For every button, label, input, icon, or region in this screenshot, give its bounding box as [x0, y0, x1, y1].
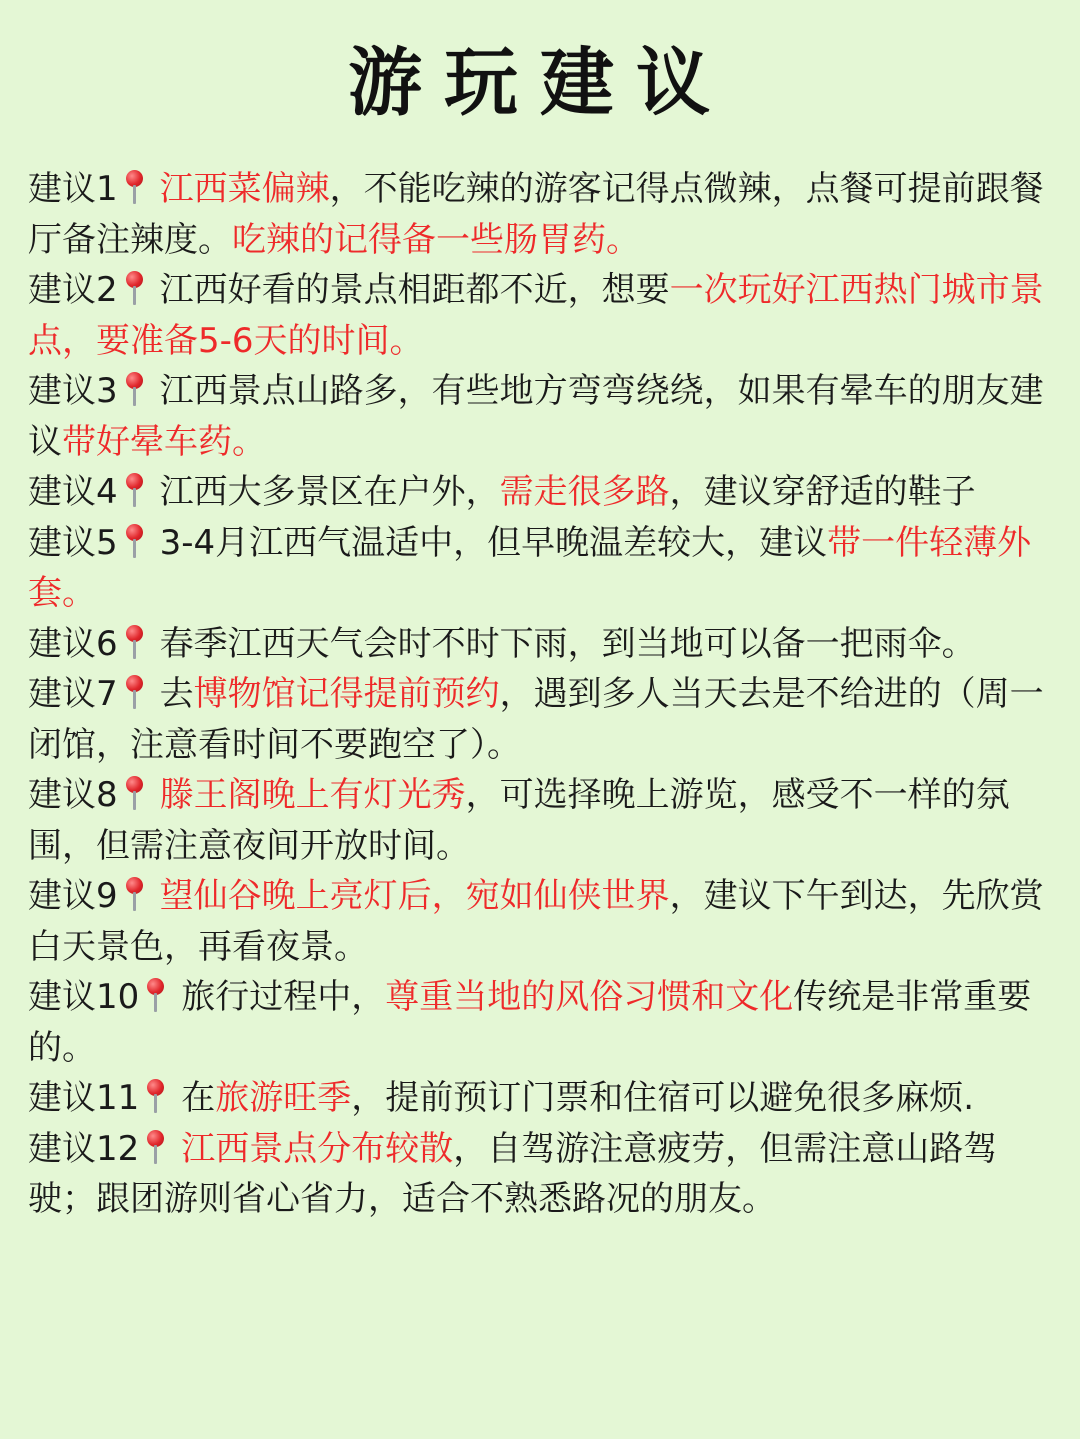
tip-item: [28, 871, 1052, 972]
tip-highlight-text: 江西景点分布较散: [181, 1128, 454, 1169]
tip-item: [28, 669, 1052, 770]
tip-item: [28, 164, 1052, 265]
red-pin-icon: [124, 168, 146, 206]
red-pin-icon: [124, 370, 146, 408]
tip-highlight-text: 吃辣的记得备一些肠胃药。: [232, 219, 640, 260]
tip-item: [28, 619, 1052, 670]
tip-text: 春季江西天气会时不时下雨，到当地可以备一把雨伞。: [159, 623, 976, 664]
tip-label: 建议9: [28, 876, 118, 916]
tip-text: 去: [159, 674, 194, 714]
tip-highlight-text: 带好晕车药。: [62, 421, 266, 462]
tip-highlight-text: 一次玩好江西热门城市景点，要准备5-6天的时间。: [28, 270, 1044, 361]
tip-label: 建议3: [28, 371, 118, 411]
tip-text: 江西好看的景点相距都不近，想要: [159, 270, 670, 310]
tip-label: 建议1: [28, 169, 118, 209]
red-pin-icon: [124, 774, 146, 812]
tip-text: 江西大多景区在户外，: [159, 472, 500, 512]
tip-text: ，不能吃辣的游客记得点微辣，点餐可提前跟餐厅备注辣度。: [28, 169, 1044, 260]
tip-highlight-text: 尊重当地的风俗习惯和文化: [385, 977, 794, 1017]
red-pin-icon: [145, 1128, 167, 1166]
tip-highlight-text: 旅游旺季: [215, 1078, 352, 1118]
tip-text: 3-4月江西气温适中，但早晚温差较大，建议: [159, 522, 828, 563]
tip-label: 建议12: [28, 1128, 140, 1169]
tip-item: [28, 467, 1052, 518]
tip-item: [28, 770, 1052, 871]
page-title: 游玩建议: [348, 40, 732, 126]
tip-highlight-text: 博物馆记得提前预约: [193, 674, 500, 714]
red-pin-icon: [124, 269, 146, 307]
red-pin-icon: [124, 673, 146, 711]
tip-text: ，建议下午到达，先欣赏白天景色，再看夜景。: [28, 876, 1044, 967]
tip-item: [28, 518, 1052, 619]
tip-label: 建议5: [28, 522, 118, 563]
tip-highlight-text: 需走很多路: [499, 472, 670, 512]
tip-text: ，建议穿舒适的鞋子: [669, 472, 976, 512]
tip-text: 江西景点山路多，有些地方弯弯绕绕，如果有晕车的朋友建议: [28, 371, 1044, 462]
tip-label: 建议7: [28, 674, 118, 714]
red-pin-icon: [124, 522, 146, 560]
tip-item: [28, 972, 1052, 1073]
tip-text: ，自驾游注意疲劳，但需注意山路驾驶；跟团游则省心省力，适合不熟悉路况的朋友。: [28, 1128, 998, 1219]
red-pin-icon: [124, 875, 146, 913]
red-pin-icon: [145, 976, 167, 1014]
tip-text: 旅行过程中，: [181, 977, 386, 1017]
tip-item: [28, 366, 1052, 467]
tip-label: 建议11: [28, 1078, 140, 1118]
tip-text: ，遇到多人当天去是不给进的（周一闭馆，注意看时间不要跑空了）。: [28, 674, 1044, 765]
tip-label: 建议6: [28, 623, 118, 664]
tips-list: [28, 164, 1052, 1225]
tip-highlight-text: 滕王阁晚上有灯光秀: [159, 775, 466, 815]
tip-label: 建议2: [28, 270, 118, 310]
tip-label: 建议10: [28, 977, 140, 1017]
tip-item: [28, 1124, 1052, 1225]
tip-text: 传统是非常重要的。: [28, 977, 1032, 1068]
red-pin-icon: [145, 1077, 167, 1115]
tip-item: [28, 265, 1052, 366]
red-pin-icon: [124, 471, 146, 509]
red-pin-icon: [124, 623, 146, 661]
tip-text: ，可选择晚上游览，感受不一样的氛围，但需注意夜间开放时间。: [28, 775, 1010, 866]
tip-item: [28, 1073, 1052, 1124]
tip-highlight-text: 望仙谷晚上亮灯后，宛如仙侠世界: [159, 876, 670, 916]
tip-text: 在: [181, 1078, 216, 1118]
tip-highlight-text: 带一件轻薄外套。: [28, 522, 1032, 613]
tip-highlight-text: 江西菜偏辣: [159, 169, 330, 209]
tip-label: 建议8: [28, 775, 118, 815]
tip-text: ，提前预订门票和住宿可以避免很多麻烦.: [351, 1078, 975, 1118]
tip-label: 建议4: [28, 472, 118, 512]
